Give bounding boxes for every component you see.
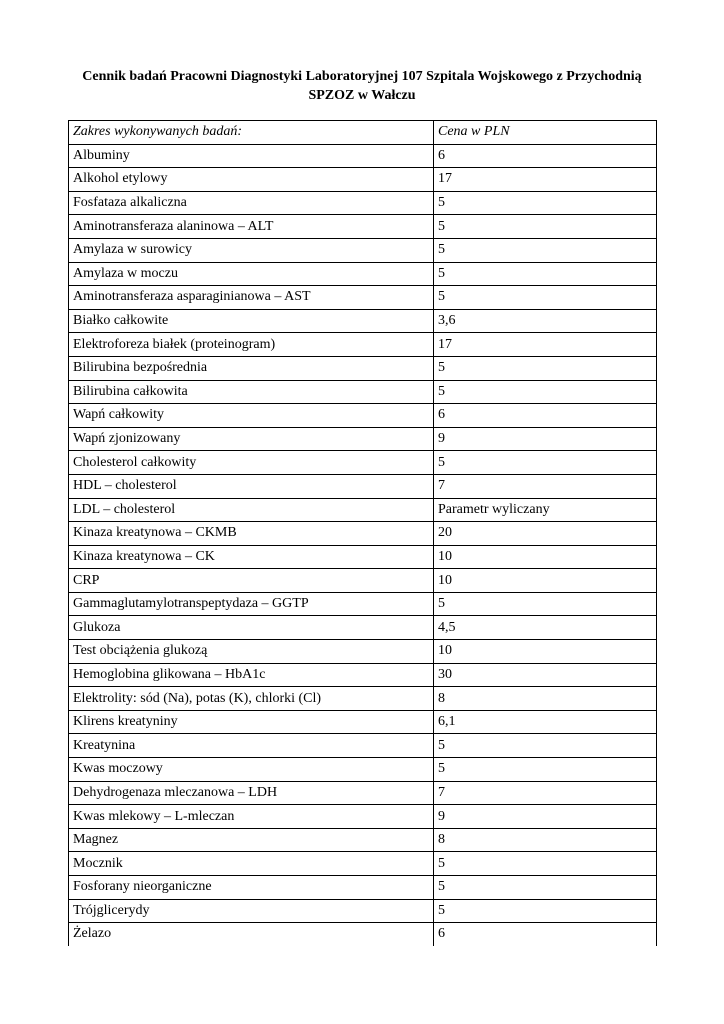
test-name-cell: Kwas moczowy xyxy=(69,758,434,782)
test-name-cell: Bilirubina całkowita xyxy=(69,380,434,404)
test-name-cell: Mocznik xyxy=(69,852,434,876)
table-row xyxy=(69,191,657,215)
table-row xyxy=(69,687,657,711)
price-cell: 5 xyxy=(434,380,657,404)
table-row xyxy=(69,474,657,498)
test-name-cell: Żelazo xyxy=(69,923,434,946)
price-cell: 10 xyxy=(434,545,657,569)
table-row xyxy=(69,498,657,522)
test-name-cell: Glukoza xyxy=(69,616,434,640)
price-cell: 5 xyxy=(434,592,657,616)
price-cell: 6 xyxy=(434,923,657,946)
table-row xyxy=(69,238,657,262)
price-cell: 20 xyxy=(434,522,657,546)
test-name-cell: Białko całkowite xyxy=(69,309,434,333)
test-name-cell: Kreatynina xyxy=(69,734,434,758)
test-name-cell: Cholesterol całkowity xyxy=(69,451,434,475)
test-name-cell: Elektroforeza białek (proteinogram) xyxy=(69,333,434,357)
price-cell: 17 xyxy=(434,168,657,192)
test-name-cell: Klirens kreatyniny xyxy=(69,710,434,734)
page-title xyxy=(60,67,664,105)
test-name-cell: Magnez xyxy=(69,828,434,852)
table-row xyxy=(69,144,657,168)
price-cell: 9 xyxy=(434,427,657,451)
table-row xyxy=(69,616,657,640)
table-row xyxy=(69,427,657,451)
price-cell: 5 xyxy=(434,262,657,286)
table-row xyxy=(69,828,657,852)
table-row xyxy=(69,215,657,239)
header-price: Cena w PLN xyxy=(434,121,657,145)
header-test-name: Zakres wykonywanych badań: xyxy=(69,121,434,145)
table-row xyxy=(69,451,657,475)
test-name-cell: Amylaza w surowicy xyxy=(69,238,434,262)
test-name-cell: Kinaza kreatynowa – CKMB xyxy=(69,522,434,546)
price-cell: 5 xyxy=(434,899,657,923)
price-cell: 5 xyxy=(434,356,657,380)
price-cell: 7 xyxy=(434,781,657,805)
table-row xyxy=(69,333,657,357)
page-title-line-1: Cennik badań Pracowni Diagnostyki Laboratoryjnej 107 Szpitala Wojskowego z Przychodnią xyxy=(82,69,642,84)
test-name-cell: HDL – cholesterol xyxy=(69,474,434,498)
table-row xyxy=(69,640,657,664)
price-cell: 5 xyxy=(434,734,657,758)
price-cell: 5 xyxy=(434,876,657,900)
table-row xyxy=(69,309,657,333)
price-cell: 3,6 xyxy=(434,309,657,333)
price-cell: 17 xyxy=(434,333,657,357)
table-row xyxy=(69,168,657,192)
price-cell: 4,5 xyxy=(434,616,657,640)
test-name-cell: Dehydrogenaza mleczanowa – LDH xyxy=(69,781,434,805)
price-cell: 6,1 xyxy=(434,710,657,734)
test-name-cell: Kwas mlekowy – L-mleczan xyxy=(69,805,434,829)
price-table xyxy=(68,120,657,946)
table-row xyxy=(69,356,657,380)
table-row xyxy=(69,404,657,428)
table-row xyxy=(69,545,657,569)
test-name-cell: Albuminy xyxy=(69,144,434,168)
table-row xyxy=(69,286,657,310)
test-name-cell: LDL – cholesterol xyxy=(69,498,434,522)
price-cell: 30 xyxy=(434,663,657,687)
table-row xyxy=(69,852,657,876)
page-title-line-2: SPZOZ w Wałczu xyxy=(308,88,416,103)
test-name-cell: Test obciążenia glukozą xyxy=(69,640,434,664)
table-row xyxy=(69,758,657,782)
table-row xyxy=(69,876,657,900)
table-header-row xyxy=(69,121,657,145)
table-row xyxy=(69,569,657,593)
price-cell: 10 xyxy=(434,640,657,664)
table-row xyxy=(69,710,657,734)
test-name-cell: CRP xyxy=(69,569,434,593)
table-row xyxy=(69,522,657,546)
table-row xyxy=(69,380,657,404)
price-cell: 10 xyxy=(434,569,657,593)
table-row xyxy=(69,899,657,923)
table-row xyxy=(69,923,657,946)
price-cell: 5 xyxy=(434,451,657,475)
test-name-cell: Aminotransferaza alaninowa – ALT xyxy=(69,215,434,239)
test-name-cell: Wapń całkowity xyxy=(69,404,434,428)
test-name-cell: Fosforany nieorganiczne xyxy=(69,876,434,900)
test-name-cell: Bilirubina bezpośrednia xyxy=(69,356,434,380)
price-cell: Parametr wyliczany xyxy=(434,498,657,522)
price-table-body xyxy=(69,121,657,946)
price-cell: 7 xyxy=(434,474,657,498)
price-cell: 6 xyxy=(434,404,657,428)
test-name-cell: Kinaza kreatynowa – CK xyxy=(69,545,434,569)
price-cell: 8 xyxy=(434,828,657,852)
price-cell: 6 xyxy=(434,144,657,168)
table-row xyxy=(69,805,657,829)
test-name-cell: Wapń zjonizowany xyxy=(69,427,434,451)
table-row xyxy=(69,781,657,805)
table-row xyxy=(69,663,657,687)
price-cell: 5 xyxy=(434,215,657,239)
test-name-cell: Aminotransferaza asparaginianowa – AST xyxy=(69,286,434,310)
test-name-cell: Elektrolity: sód (Na), potas (K), chlorki (Cl) xyxy=(69,687,434,711)
price-cell: 8 xyxy=(434,687,657,711)
price-cell: 5 xyxy=(434,758,657,782)
test-name-cell: Fosfataza alkaliczna xyxy=(69,191,434,215)
test-name-cell: Hemoglobina glikowana – HbA1c xyxy=(69,663,434,687)
test-name-cell: Gammaglutamylotranspeptydaza – GGTP xyxy=(69,592,434,616)
table-row xyxy=(69,734,657,758)
table-row xyxy=(69,262,657,286)
price-cell: 5 xyxy=(434,191,657,215)
test-name-cell: Trójglicerydy xyxy=(69,899,434,923)
test-name-cell: Alkohol etylowy xyxy=(69,168,434,192)
price-cell: 5 xyxy=(434,286,657,310)
price-cell: 5 xyxy=(434,238,657,262)
table-row xyxy=(69,592,657,616)
price-cell: 9 xyxy=(434,805,657,829)
price-cell: 5 xyxy=(434,852,657,876)
test-name-cell: Amylaza w moczu xyxy=(69,262,434,286)
